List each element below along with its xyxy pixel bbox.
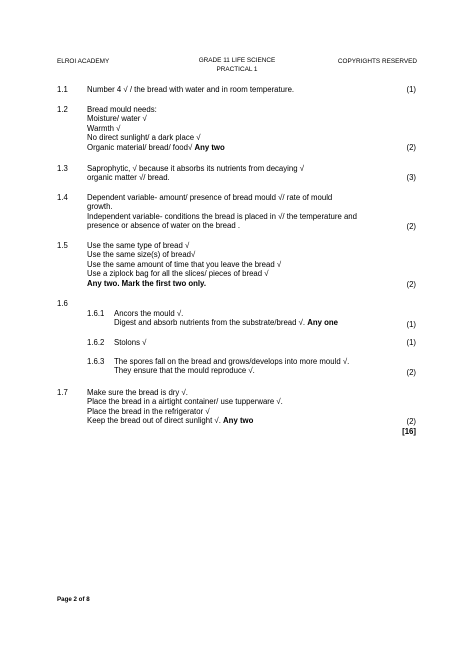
answer-line: The spores fall on the bread and grows/develops into more mould √. (114, 357, 350, 366)
question-1-6-3 (57, 357, 416, 377)
question-number: 1.6.2 (87, 338, 105, 347)
mark-allocation: (2) (406, 280, 416, 289)
answer-line: Use the same size(s) of bread√ (87, 250, 196, 260)
any-one-note: Any one (307, 318, 339, 328)
answer-text: Digest and absorb nutrients from the substrate/bread √. (114, 318, 308, 328)
question-number: 1.3 (57, 164, 68, 173)
answer-text: Keep the bread out of direct sunlight √. (87, 416, 224, 426)
question-1-2 (57, 105, 416, 155)
question-1-6-1 (57, 309, 416, 329)
answer-line (114, 318, 386, 327)
answer-line: organic matter √/ bread. (87, 173, 170, 183)
any-two-note: Any two (194, 142, 225, 152)
answer-line: Stolons √ (114, 338, 147, 347)
question-number: 1.1 (57, 85, 68, 94)
header-school: ELROI ACADEMY (57, 58, 110, 65)
mark-allocation: (2) (406, 222, 416, 231)
header-rights: COPYRIGHTS RESERVED (337, 58, 417, 65)
question-number: 1.7 (57, 388, 68, 397)
mark-allocation: (2) (406, 368, 416, 377)
question-1-4 (57, 193, 416, 233)
answer-line: Moisture/ water √ (87, 114, 147, 124)
question-1-5 (57, 241, 416, 291)
answer-line: presence or absence of water on the bread . (87, 221, 241, 231)
answer-line: growth. (87, 202, 113, 212)
answer-line: Saprophytic, √ because it absorbs its nutrients from decaying √ (87, 164, 305, 173)
page-number: Page 2 of 8 (57, 596, 90, 603)
answer-line: Dependent variable- amount/ presence of bread mould √/ rate of mould (87, 193, 333, 202)
answer-line: Use a ziplock bag for all the slices/ pieces of bread √ (87, 269, 269, 279)
mark-allocation: (2) (406, 417, 416, 426)
marking-note: Any two. Mark the first two only. (87, 278, 206, 288)
question-number: 1.2 (57, 105, 68, 114)
answer-line: Use the same amount of time that you leave the bread √ (87, 259, 282, 269)
answer-line (87, 416, 386, 425)
question-number: 1.6 (57, 299, 68, 308)
answer-line: Place the bread in a airtight container/ use tupperware √. (87, 397, 283, 407)
question-number: 1.6.1 (87, 309, 105, 318)
answer-line: Make sure the bread is dry √. (87, 388, 188, 397)
header-practical: PRACTICAL 1 (216, 66, 258, 73)
answer-text: Organic material/ bread/ food√ (87, 142, 195, 152)
question-number: 1.6.3 (87, 357, 105, 366)
header-grade: GRADE 11 LIFE SCIENCE (198, 57, 276, 64)
mark-allocation: (1) (406, 320, 416, 329)
answer-line: Independent variable- conditions the bread is placed in √/ the temperature and (87, 211, 357, 221)
mark-allocation: (2) (406, 143, 416, 152)
any-two-note: Any two (223, 416, 254, 426)
question-number: 1.4 (57, 193, 68, 202)
question-1-3 (57, 164, 416, 184)
mark-allocation: (1) (406, 338, 416, 347)
mark-allocation: (3) (406, 173, 416, 182)
answer-line: They ensure that the mould reproduce √. (114, 366, 255, 376)
question-1-7 (57, 388, 416, 438)
answer-line: Bread mould needs: (87, 105, 157, 114)
answer-line: Warmth √ (87, 123, 121, 133)
answer-line: No direct sunlight/ a dark place √ (87, 133, 201, 143)
total-marks: [16] (402, 427, 416, 436)
answer-line (87, 143, 386, 152)
mark-allocation: (1) (406, 85, 416, 94)
question-number: 1.5 (57, 241, 68, 250)
answer-line: Place the bread in the refrigerator √ (87, 406, 210, 416)
answer-line: Use the same type of bread √ (87, 241, 190, 250)
answer-line: Number 4 √ / the bread with water and in room temperature. (87, 85, 295, 94)
answer-line: Ancors the mould √. (114, 309, 184, 318)
